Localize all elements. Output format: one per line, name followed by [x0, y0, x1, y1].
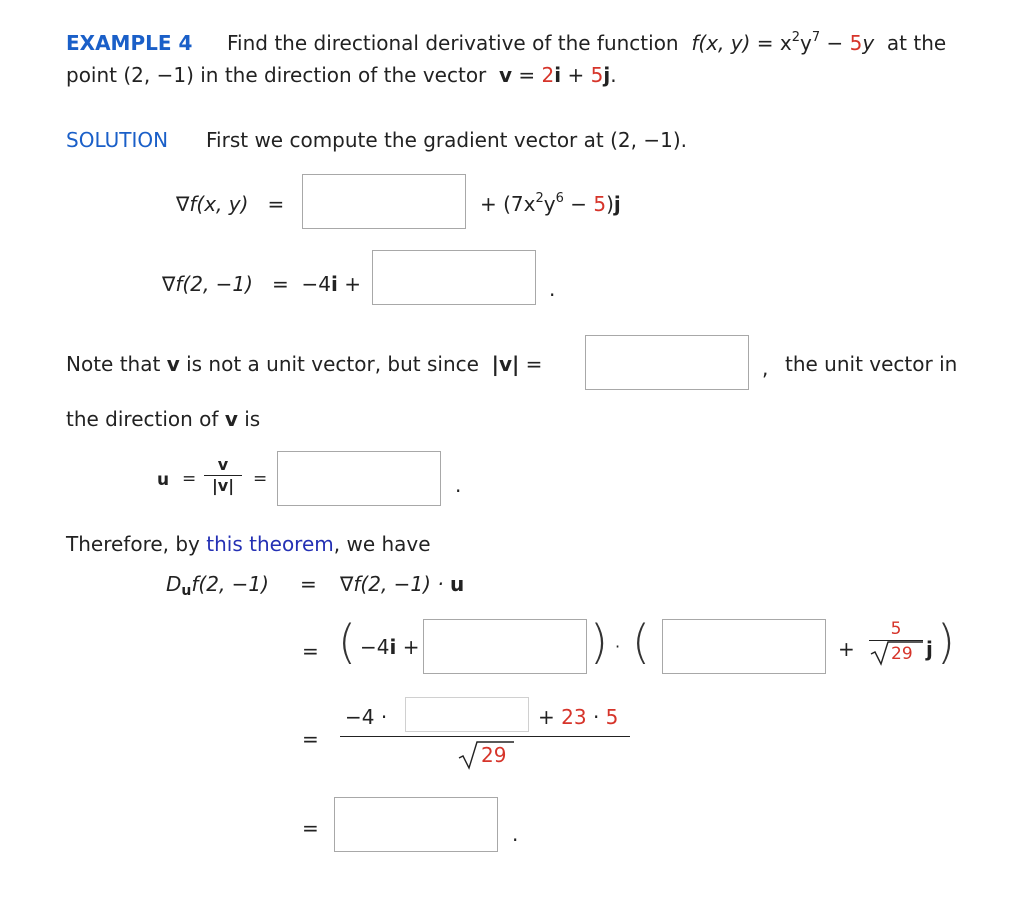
unit-frac-den: |v| [211, 476, 235, 495]
line3-eq: = [302, 727, 319, 751]
line4-eq: = [302, 816, 319, 840]
line3-num-left: −4 · [345, 705, 388, 729]
unit-eq2: = [253, 469, 268, 489]
line4-period: . [512, 822, 519, 846]
line2-frac-den-wrap [867, 642, 925, 666]
grad-at-point: ∇f(2, −1) = −4i + [162, 272, 361, 296]
final-answer-input[interactable] [334, 797, 498, 852]
norm-v-input[interactable] [585, 335, 749, 390]
deriv-lhs: $D_uf(2$, −1) [166, 572, 269, 599]
unit-frac-num: v [217, 455, 229, 474]
grad-at-j-input[interactable] [372, 250, 536, 305]
line2-u-i-input[interactable] [662, 619, 826, 674]
unit-fraction [202, 456, 244, 495]
line2-fraction [867, 619, 925, 666]
line2-lparen2: ( [632, 615, 650, 669]
line2-frac-num: 5 [890, 619, 902, 639]
solution-label: SOLUTION [66, 128, 169, 152]
unit-period: . [455, 473, 462, 497]
line3-denominator [456, 740, 516, 770]
line2-lparen: ( [338, 615, 356, 669]
line2-frac-den: 29 [891, 644, 913, 664]
note-comma: , [762, 356, 769, 380]
example-text-line2: point (2, −1) in the direction of the vector v = 2i + 5j. [66, 63, 617, 87]
example-label: EXAMPLE 4 [66, 31, 193, 55]
line2-plus2: + [838, 637, 855, 661]
gradient-lhs: ∇f(x, y) = [176, 192, 285, 216]
note-text-3: the unit vector in [785, 352, 958, 376]
unit-eq: = [182, 469, 197, 489]
grad-at-period: . [549, 277, 556, 301]
line3-fraction-bar [340, 736, 630, 737]
deriv-eq: = [300, 572, 317, 596]
line3-input[interactable] [405, 697, 529, 732]
line2-eq: = [302, 639, 319, 663]
therefore-text: Therefore, by this theorem, we have [66, 532, 431, 556]
solution-text: First we compute the gradient vector at (2, −1). [206, 128, 687, 152]
example-text: Find the directional derivative of the function f(x, $y) = x^2y^7 - 5y$ at the [227, 30, 947, 55]
line2-rparen2: ) [937, 615, 955, 669]
line2-dot: · [615, 637, 621, 656]
unit-vector-input[interactable] [277, 451, 441, 506]
line2-j: j [926, 637, 933, 661]
theorem-link[interactable]: this theorem [206, 532, 334, 556]
gradient-i-component-input[interactable] [302, 174, 466, 229]
line3-den-value: 29 [481, 743, 507, 767]
line2-rparen: ) [590, 615, 608, 669]
line3-num-right: + 23 · 5 [538, 705, 619, 729]
line2-gradient-part: −4i + [360, 635, 420, 659]
note-text-line2: the direction of v is [66, 407, 261, 431]
deriv-rhs: ∇f(2, −1) · u [340, 572, 465, 596]
note-text: Note that v is not a unit vector, but since |v| = [66, 352, 543, 376]
line2-j-input[interactable] [423, 619, 587, 674]
unit-u: u [157, 470, 170, 490]
gradient-j-component: + $(7x^2y^6 - 5)j$ [480, 191, 621, 216]
